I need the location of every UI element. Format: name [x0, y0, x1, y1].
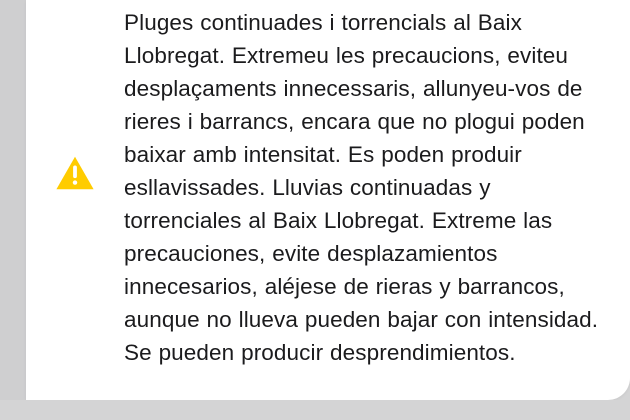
alert-icon-column: [26, 0, 124, 191]
alert-message: Pluges continuades i torrencials al Baix Llobregat. Extremeu les precaucions, eviteu desplaçaments innecessaris, allunyeu-vos de rieres i barrancs, encara que no plogui poden baixar amb intensitat. Es poden produir esllavissades. Lluvias continuadas y torrenciales al Baix Llobregat. Extreme las precauciones, evite desplazamientos innecesarios, aléjese de rieras y barrancos, aunque no llueva pueden bajar con intensidad. Se pueden producir desprendimientos.: [124, 10, 599, 365]
warning-triangle-icon: [55, 155, 95, 191]
background-left-edge: [0, 0, 26, 420]
alert-text-column: [124, 0, 630, 369]
emergency-alert-card[interactable]: [26, 0, 630, 400]
background-bottom-edge: [0, 400, 630, 420]
